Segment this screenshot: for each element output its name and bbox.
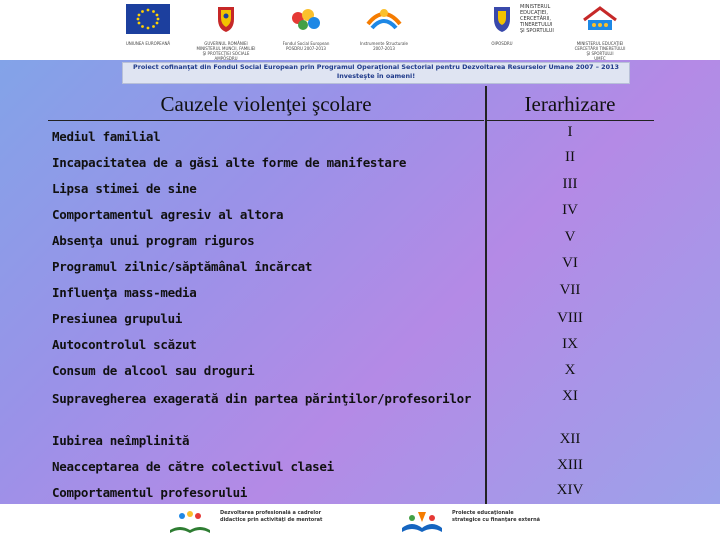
cause-text: Iubirea neîmplinită [52,433,190,448]
rank-value: XIII [557,457,583,473]
eu-caption: UNIUNEA EUROPEANĂ [125,41,171,46]
ministry-crest-logo [482,4,522,46]
cause-text: Comportamentul agresiv al altora [52,207,284,222]
table-row [48,198,654,224]
ministry-text-caption: MINISTERUL EDUCAŢIEI CERCETĂRII TINERETULUI ŞI SPORTULUI UMFC [574,41,626,61]
fse-logo [266,4,346,51]
rank-value: VIII [557,310,583,326]
table-row [48,120,654,146]
gov-caption: GUVERNUL ROMÂNIEI MINISTERUL MUNCII, FAMILIEI ŞI PROTECŢIEI SOCIALE AMPOSDRU [196,41,256,61]
book-people-icon [166,508,214,536]
rank-value: V [564,229,576,245]
rank-value: II [565,149,575,165]
fse-caption: Fondul Social European POSDRU 2007-2013 [282,41,330,51]
rank-value: XII [559,431,581,447]
table-row [48,224,654,250]
table-row [48,380,654,408]
banner-line-2: Investeşte în oameni! [336,72,416,80]
cause-text: Autocontrolul scăzut [52,337,197,352]
footer-left-text: Dezvoltarea profesională a cadrelor didactice prin activităţi de mentorat [220,510,323,523]
rank-value: I [567,124,573,140]
cause-text: Comportamentul profesorului [52,485,248,500]
cause-text: Neacceptarea de către colectivul clasei [52,459,334,474]
column-header-ranking: Ierarhizare [486,86,654,121]
table-row [48,424,654,450]
cause-text: Consum de alcool sau droguri [52,363,255,378]
table-row [48,276,654,302]
cause-text: Influenţa mass-media [52,285,197,300]
gov-crest-logo [186,4,266,61]
cause-text: Supravegherea exagerată din partea părinţilor/profesorilor [52,391,472,406]
banner-line-1: Proiect cofinanţat din Fondul Social European prin Programul Operaţional Sectorial pentru Dezvoltarea Resurselor Umane 2007 – 2013 [133,63,619,71]
cause-text: Programul zilnic/săptămânal încărcat [52,259,313,274]
table-row [48,328,654,354]
project-footer [0,504,720,540]
table-row [48,172,654,198]
rank-value: III [562,176,578,192]
ministry-text-logo [570,4,630,61]
rank-value: VI [562,255,578,271]
column-header-causes: Cauzele violenţei şcolare [48,86,484,121]
ministry-crest-caption: OIPOSDRU [491,41,513,46]
eu-flag-logo [118,4,178,46]
rank-value: XIV [556,482,584,498]
rank-value: IX [562,336,578,352]
ministry-name-block: MINISTERUL EDUCAŢIEI, CERCETĂRII, TINERETULUI ŞI SPORTULUI [520,4,554,34]
table-row [48,146,654,172]
table-row [48,450,654,476]
cause-text: Mediul familial [52,129,161,144]
open-book-icon [398,508,446,536]
cause-text: Lipsa stimei de sine [52,181,197,196]
rank-value: XI [562,388,578,404]
cofinancing-banner [122,62,630,84]
footer-right-text: Proiecte educaţionale strategice cu finanţare externă [452,510,540,523]
rank-value: X [564,362,576,378]
rank-value: VII [559,282,581,298]
cause-text: Absenţa unui program riguros [52,233,255,248]
cause-text: Presiunea grupului [52,311,183,326]
sponsor-logo-bar [0,0,720,60]
cause-text: Incapacitatea de a găsi alte forme de manifestare [52,155,407,170]
instrumente-logo [344,4,424,51]
table-row [48,354,654,380]
table-row [48,476,654,502]
instrumente-caption: Instrumente Structurale 2007-2013 [360,41,408,51]
table-row [48,302,654,328]
table-row [48,250,654,276]
rank-value: IV [562,202,578,218]
